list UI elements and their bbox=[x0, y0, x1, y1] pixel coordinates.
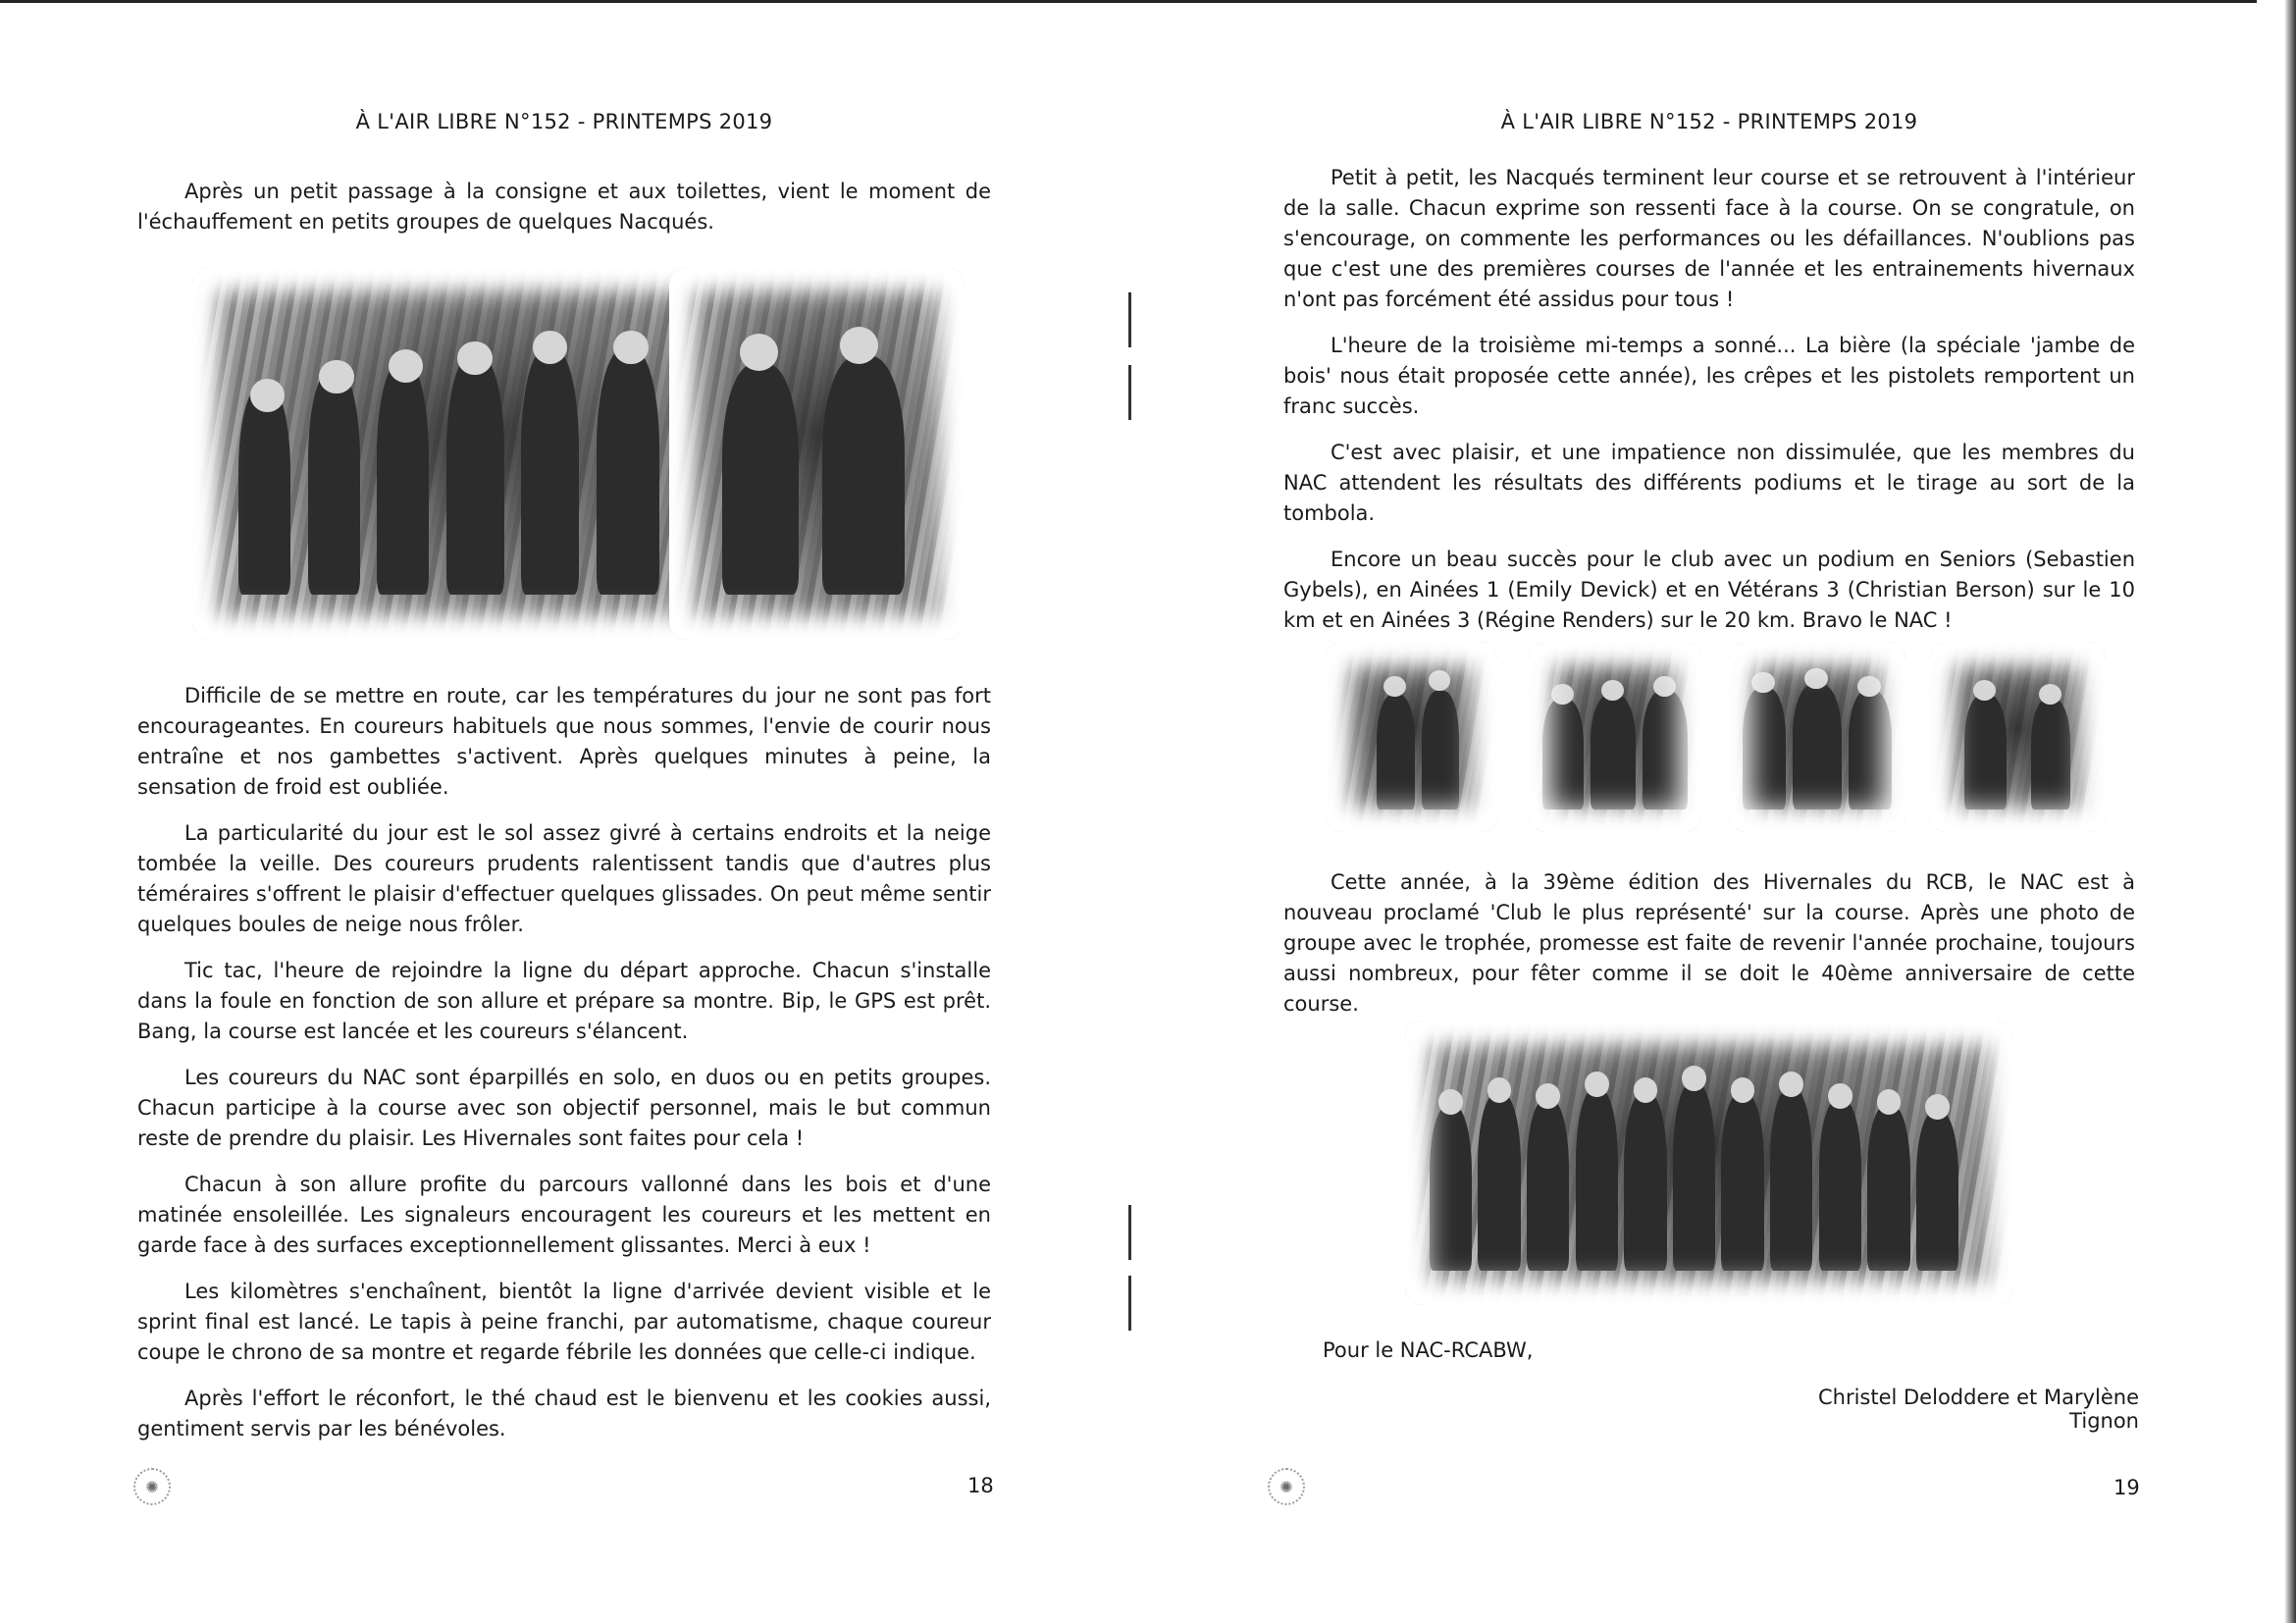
page-header: À L'AIR LIBRE N°152 - PRINTEMPS 2019 bbox=[1500, 110, 1918, 133]
page-number: 19 bbox=[2113, 1476, 2140, 1499]
paragraph: Chacun à son allure profite du parcours vallonné dans les bois et d'une matinée ensoleillée. Les signaleurs encouragent les coureurs et les mettent en garde face à des surfaces exceptionnellement glissantes. Merci à eux ! bbox=[137, 1173, 991, 1257]
paragraph: C'est avec plaisir, et une impatience non dissimulée, que les membres du NAC attendent les résultats des différents podiums et le tirage au sort de la tombola. bbox=[1283, 441, 2135, 525]
paragraph: L'heure de la troisième mi-temps a sonné... La bière (la spéciale 'jambe de bois' nous était proposée cette année), les crêpes et les pistolets remportent un franc succès. bbox=[1283, 334, 2135, 418]
signoff-authors: Christel Deloddere et Marylène Tignon bbox=[1817, 1386, 2139, 1433]
left-page bbox=[128, 0, 1001, 1623]
club-emblem-icon: ✺ bbox=[1268, 1468, 1305, 1505]
right-body-text bbox=[1283, 163, 2135, 652]
scan-right-edge bbox=[2284, 0, 2296, 1623]
binding-mark bbox=[1128, 292, 1131, 347]
paragraph: Cette année, à la 39ème édition des Hivernales du RCB, le NAC est à nouveau proclamé 'Club le plus représenté' sur la course. Après une photo de groupe avec le trophée, promesse est faite de revenir l'année prochaine, toujours aussi nombreux, pour fêter comme il se doit le 40ème anniversaire de cette course. bbox=[1283, 870, 2135, 1016]
after-photos-text bbox=[1283, 867, 2135, 1035]
paragraph: Petit à petit, les Nacqués terminent leur course et se retrouvent à l'intérieur de la salle. Chacun exprime son ressenti face à la course. On se congratule, on s'encourage, on commente les performances ou les défaillances. N'oublions pas que c'est une des premières courses de l'année et les entrainements hivernaux n'ont pas forcément été assidus pour tous ! bbox=[1283, 166, 2135, 311]
runners-duo-photo bbox=[669, 267, 964, 640]
paragraph: Tic tac, l'heure de rejoindre la ligne du départ approche. Chacun s'installe dans la foule en fonction de son allure et prépare sa montre. Bip, le GPS est prêt. Bang, la course est lancée et les coureurs s'élancent. bbox=[137, 959, 991, 1043]
club-emblem-icon: ✺ bbox=[133, 1468, 171, 1505]
page-header: À L'AIR LIBRE N°152 - PRINTEMPS 2019 bbox=[355, 110, 773, 133]
paragraph: La particularité du jour est le sol assez givré à certains endroits et la neige tombée la veille. Des coureurs prudents ralentissent tandis que d'autres plus téméraires s'offrent le plaisir d'effectuer quelques glissades. On peut même sentir quelques boules de neige nous frôler. bbox=[137, 821, 991, 936]
right-page bbox=[1278, 0, 2141, 1623]
signoff-club: Pour le NAC-RCABW, bbox=[1323, 1338, 1534, 1362]
podium-photo-veterans bbox=[1729, 642, 1905, 832]
paragraph: Encore un beau succès pour le club avec un podium en Seniors (Sebastien Gybels), en Ainées 1 (Emily Devick) et en Vétérans 3 (Christian Berson) sur le 10 km et en Ainées 3 (Régine Renders) sur le 20 km. Bravo le NAC ! bbox=[1283, 548, 2135, 632]
paragraph: Les coureurs du NAC sont éparpillés en solo, en duos ou en petits groupes. Chacun participe à la course avec son objectif personnel, mais le but commun reste de prendre du plaisir. Les Hivernales sont faites pour cela ! bbox=[137, 1066, 991, 1150]
paragraph: Les kilomètres s'enchaînent, bientôt la ligne d'arrivée devient visible et le sprint final est lancé. Le tapis à peine franchi, par automatisme, chaque coureur coupe le chrono de sa montre et regarde fébrile les données que celle-ci indique. bbox=[137, 1280, 991, 1364]
paragraph: Après l'effort le réconfort, le thé chaud est le bienvenu et les cookies aussi, gentiment servis par les bénévoles. bbox=[137, 1387, 991, 1440]
left-body-text bbox=[137, 681, 991, 1460]
podium-photo-ainees bbox=[1529, 642, 1701, 832]
binding-mark bbox=[1128, 1276, 1131, 1331]
group-trophy-photo bbox=[1405, 1021, 2013, 1305]
binding-mark bbox=[1128, 365, 1131, 420]
intro-text bbox=[137, 177, 991, 253]
page-number: 18 bbox=[967, 1474, 994, 1497]
binding-mark bbox=[1128, 1205, 1131, 1260]
intro-paragraph: Après un petit passage à la consigne et aux toilettes, vient le moment de l'échauffement en petits groupes de quelques Nacqués. bbox=[137, 180, 991, 234]
podium-photo-seniors bbox=[1325, 642, 1497, 832]
paragraph: Difficile de se mettre en route, car les températures du jour ne sont pas fort encourageantes. En coureurs habituels que nous sommes, l'envie de courir nous entraîne et nos gambettes s'activent. Après quelques minutes à peine, la sensation de froid est oubliée. bbox=[137, 684, 991, 799]
podium-photo-ainees-20km bbox=[1929, 642, 2106, 832]
